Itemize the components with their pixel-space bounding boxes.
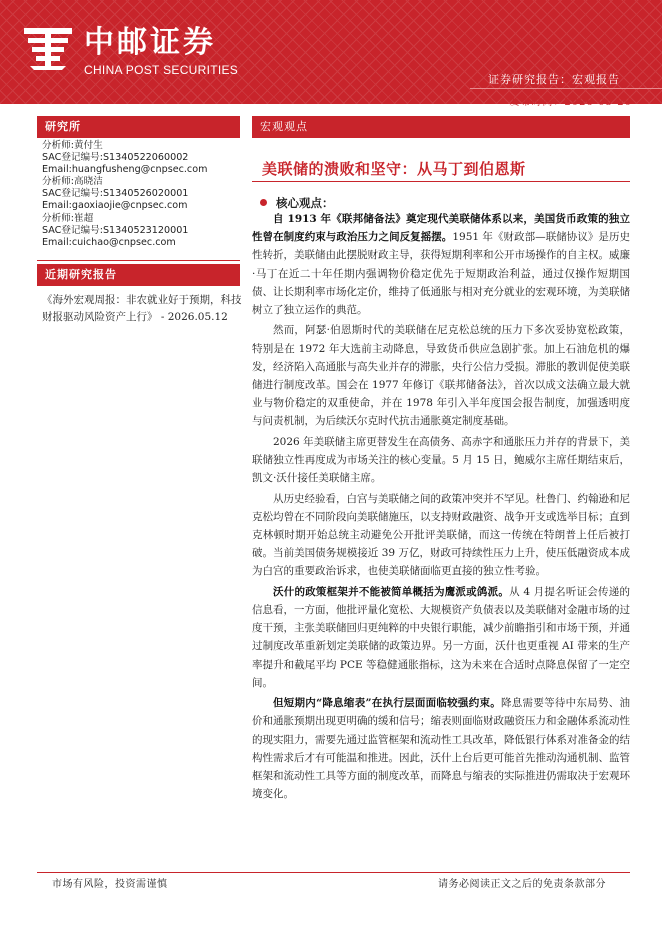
analyst-email[interactable]: Email:cuichao@cnpsec.com xyxy=(42,236,176,248)
analyst-line: 分析师:高晓洁 xyxy=(42,176,103,188)
analyst-line: SAC登记编号:S1340526020001 xyxy=(42,188,189,200)
logo-english-name: CHINA POST SECURITIES xyxy=(84,63,239,77)
paragraph-text: 从历史经验看，白宫与美联储之间的政策冲突并不罕见。杜鲁门、约翰逊和尼克松均曾在不同阶段向美联储施压，以支持财政融资、战争开支或选举目标；直到克林顿时期开始总统主动避免公开批评美联储，而这一传统在特朗普上任后被打破。当前美国债务规模接近 39 万亿，财政可持续性压力上升，使压低融资成本成为白宫的重要政治诉求，也使美联储面临更直接的独立性考验。 xyxy=(252,492,630,578)
paragraph-text: 1951 年《财政部—联储协议》是历史性转折，美联储由此摆脱财政主导，获得短期利率和公开市场操作的自主权。威廉·马丁在近二十年任期内强调物价稳定优先于短期政治利益，通过仅操作短期国债、让长期利率市场化定价，维持了低通胀与相对充分就业的宏观环境，为美联储树立了独立运作的典范。 xyxy=(252,231,630,317)
footer-divider xyxy=(37,872,630,873)
paragraph-text: 2026 年美联储主席更替发生在高债务、高赤字和通胀压力并存的背景下，美联储独立性再度成为市场关注的核心变量。5 月 15 日，鲍威尔主席任期结束后，凯文·沃什接任美联储主席。 xyxy=(252,435,630,485)
paragraph-lead: 但短期内“降息缩表”在执行层面面临较强约束。 xyxy=(273,697,502,710)
publish-date: 发布时间：2026-05-20 xyxy=(509,97,632,108)
paragraph xyxy=(252,694,630,803)
report-title: 美联储的溃败和坚守：从马丁到伯恩斯 xyxy=(262,160,526,178)
disclaimer-note: 请务必阅读正文之后的免责条款部分 xyxy=(438,879,606,890)
paragraph xyxy=(252,433,630,488)
recent-report-link[interactable]: 《海外宏观周报：非农就业好于预期，科技财报驱动风险资产上行》 - 2026.05.12 xyxy=(42,294,242,323)
paragraph-text: 然而，阿瑟·伯恩斯时代的美联储在尼克松总统的压力下多次妥协宽松政策，特别是在 1972 年大选前主动降息，导致货币供应急剧扩张。加上石油危机的爆发，经济陷入高通胀与高失业并存的滞胀，央行公信力受损。滞胀的教训促使美联储进行制度改革。国会在 1977 年修订《联邦储备法》，首次以成文法确立最大就业与物价稳定的双重使命，并在 1978 年引入半年度国会报告制度，加强透明度与问责机制，为后续沃尔克时代抗击通胀奠定制度基础。 xyxy=(252,324,630,428)
section-tag: 宏观观点 xyxy=(252,116,630,138)
analyst-line: SAC登记编号:S1340522060002 xyxy=(42,152,189,164)
report-header xyxy=(0,0,662,104)
key-points-heading xyxy=(260,195,334,211)
report-body xyxy=(252,210,630,806)
paragraph-text: 从 4 月提名听证会传递的信息看，一方面，他批评量化宽松、大规模资产负债表以及美联储对金融市场的过度干预，主张美联储回归更纯粹的中央银行职能，减少前瞻指引和市场干预，并通过制度改革重新划定美联储的政策边界。另一方面，沃什也更重视 AI 带来的生产率提升和截尾平均 PCE 等稳健通胀指标，这为未来在合适时点降息保留了一定空间。 xyxy=(252,585,630,689)
paragraph-lead: 沃什的政策框架并不能被简单概括为鹰派或鸽派。 xyxy=(273,585,510,598)
analyst-email[interactable]: Email:huangfusheng@cnpsec.com xyxy=(42,164,208,176)
china-post-logo-icon xyxy=(22,22,74,74)
report-type: 证券研究报告：宏观报告 xyxy=(488,73,620,86)
paragraph xyxy=(252,490,630,581)
analyst-line: 分析师:黄付生 xyxy=(42,140,103,151)
paragraph-text: 降息需要等待中东局势、油价和通胀预期出现更明确的缓和信号；缩表则面临财政融资压力和金融体系流动性的现实阻力，需要先通过监管框架和流动性工具改革，降低银行体系对准备金的结构性需求后才有可能温和推进。因此，沃什上台后更可能首先推动沟通机制、监管框架和流动性工具等方面的制度改革，而降息与缩表的实际推进仍需取决于宏观环境变化。 xyxy=(252,697,630,801)
risk-warning: 市场有风险，投资需谨慎 xyxy=(52,879,168,890)
analyst-line: 分析师:崔超 xyxy=(42,212,94,224)
paragraph-lead: 自 1913 年《联邦储备法》奠定现代美联储体系以来，美国货币政策的独立性曾在制度约束与政治压力之间反复摇摆。 xyxy=(252,213,630,244)
paragraph xyxy=(252,210,630,319)
analyst-line: SAC登记编号:S1340523120001 xyxy=(42,224,189,236)
title-divider xyxy=(252,181,630,182)
header-divider xyxy=(470,88,662,89)
recent-reports-heading: 近期研究报告 xyxy=(37,264,240,286)
paragraph xyxy=(252,583,630,692)
logo-chinese-name: 中邮证券 xyxy=(84,25,216,60)
analyst-list xyxy=(42,140,242,249)
paragraph xyxy=(252,321,630,430)
researchers-heading: 研究所 xyxy=(37,116,240,138)
bullet-icon xyxy=(260,199,267,206)
sidebar-divider xyxy=(37,260,240,261)
analyst-email[interactable]: Email:gaoxiaojie@cnpsec.com xyxy=(42,200,188,212)
key-points-label: 核心观点： xyxy=(276,196,334,210)
